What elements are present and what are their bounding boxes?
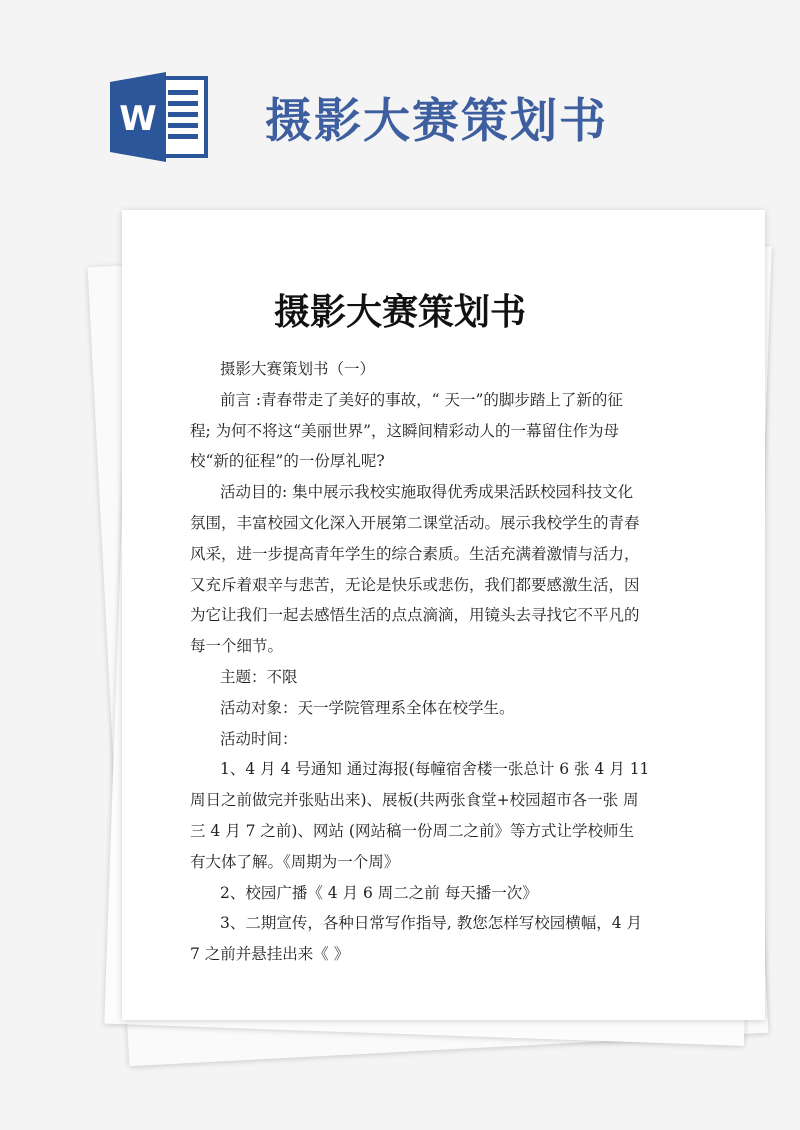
paragraph xyxy=(190,693,670,724)
word-icon xyxy=(110,72,210,162)
paragraph xyxy=(190,477,670,662)
text-line: 每一个细节。 xyxy=(190,637,284,656)
text-line: 活动目的: 集中展示我校实施取得优秀成果活跃校园科技文化 xyxy=(220,483,634,502)
text-line: 氛围，丰富校园文化深入开展第二课堂活动。展示我校学生的青春 xyxy=(190,513,640,532)
text-line: 周日之前做完并张贴出来)、展板(共两张食堂+校园超市各一张 周 xyxy=(190,791,639,810)
paragraph xyxy=(190,354,670,385)
paragraph xyxy=(190,385,670,477)
text-line: 活动时间： xyxy=(220,729,298,748)
paragraph xyxy=(190,754,670,877)
header-title: 摄影大赛策划书 xyxy=(265,94,608,149)
text-line: 前言 :青春带走了美好的事故，“ 天一”的脚步踏上了新的征 xyxy=(220,390,623,409)
text-line: 三 4 月 7 之前)、网站 (网站稿一份周二之前》等方式让学校师生 xyxy=(190,821,634,840)
text-line: 主题：不限 xyxy=(220,667,298,686)
paragraph xyxy=(190,878,670,909)
text-line: 校“新的征程”的一份厚礼呢? xyxy=(190,452,385,471)
text-line: 摄影大赛策划书（一） xyxy=(220,360,376,378)
paragraph xyxy=(190,724,670,755)
text-line: 1、4 月 4 号通知 通过海报(每幢宿舍楼一张总计 6 张 4 月 11 xyxy=(220,760,650,779)
text-line: 3、二期宣传，各种日常写作指导, 教您怎样写校园横幅，4 月 xyxy=(220,914,643,933)
svg-text:W: W xyxy=(119,99,157,139)
text-line: 有大体了解。《周期为一个周》 xyxy=(190,852,400,871)
text-line: 活动对象：天一学院管理系全体在校学生。 xyxy=(220,698,515,717)
paragraph xyxy=(190,662,670,693)
text-line: 风采，进一步提高青年学生的综合素质。生活充满着激情与活力， xyxy=(190,544,640,563)
paragraph xyxy=(190,908,670,970)
text-line: 2、校园广播《 4 月 6 周二之前 每天播一次》 xyxy=(220,883,538,902)
document-title: 摄影大赛策划书 xyxy=(273,292,526,333)
document-body xyxy=(190,354,670,970)
text-line: 为它让我们一起去感悟生活的点点滴滴，用镜头去寻找它不平凡的 xyxy=(190,606,640,625)
text-line: 又充斥着艰辛与悲苦，无论是快乐或悲伤，我们都要感激生活，因 xyxy=(190,575,640,594)
text-line: 程; 为何不将这“美丽世界”，这瞬间精彩动人的一幕留住作为母 xyxy=(190,421,619,440)
text-line: 7 之前并悬挂出来《 》 xyxy=(190,945,350,964)
